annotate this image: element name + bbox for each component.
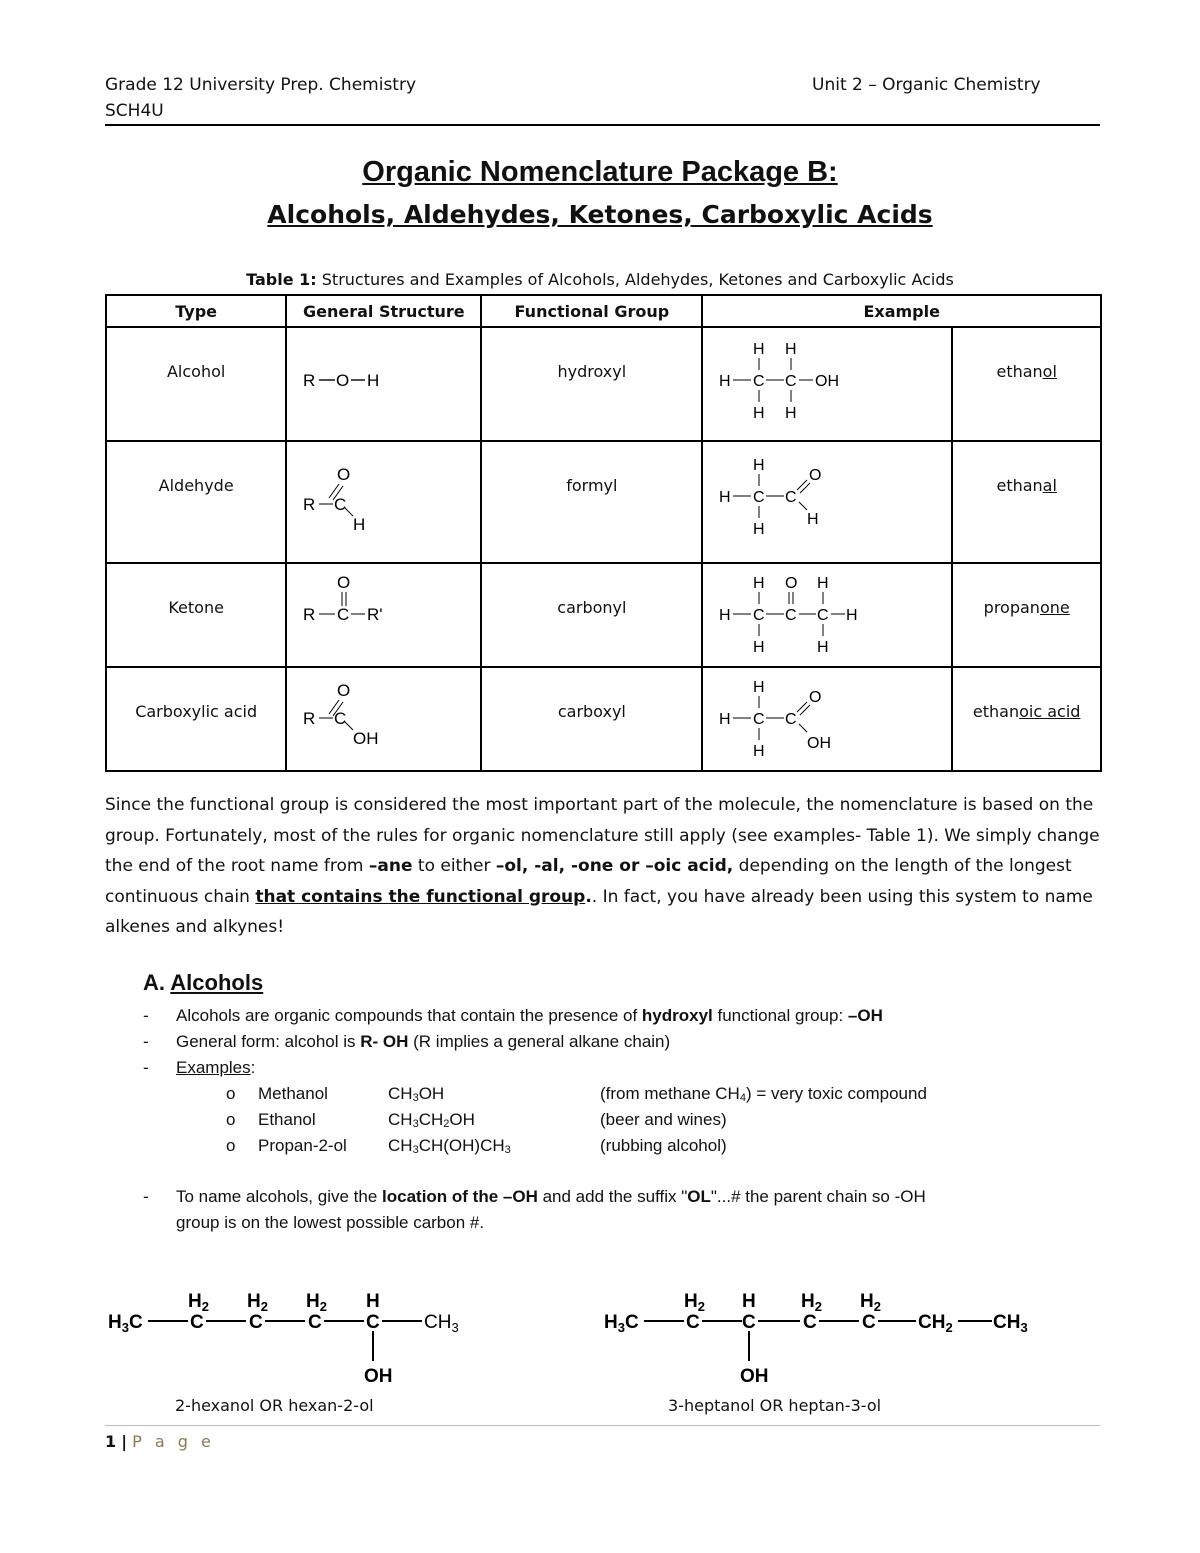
example-note: (from methane $CH_4$) = very toxic compound [600,1084,927,1104]
svg-text:H: H [846,607,858,624]
svg-text:R: R [303,605,316,624]
svg-text:H3C: $H_3C$ [108,1312,143,1335]
svg-text:H: H [817,575,829,592]
svg-text:H2: $H_2$ [247,1291,268,1314]
example-bullet: o [226,1084,236,1103]
svg-text:H: H [719,489,731,506]
svg-text:C: C [753,711,765,728]
svg-text:C: C [785,607,797,624]
svg-text:H: H [753,457,765,474]
example-formula: $CH_3CH_2OH$ [388,1110,475,1130]
svg-text:H: H [753,743,765,760]
svg-text:C: C [785,373,797,390]
table-row [106,441,1101,563]
header-rule [105,124,1100,126]
course-title: Grade 12 University Prep. Chemistry [105,75,417,95]
svg-text:H: H [366,1291,380,1312]
col-functional-group: Functional Group [481,295,702,327]
svg-text:O: O [337,465,351,484]
svg-text:H: H [807,511,819,528]
col-example: Example [702,295,1101,327]
page-word: P a g e [132,1432,215,1451]
heptanol-name: 3-heptanol OR heptan-3-ol [668,1396,882,1415]
course-code: SCH4U [105,101,164,121]
svg-text:O: O [337,573,351,592]
svg-text:C: C [785,711,797,728]
svg-text:R: R [303,371,316,390]
table-row [106,563,1101,667]
svg-text:H: H [753,679,765,696]
svg-text:H3C: $H_3C$ [604,1312,639,1335]
svg-text:C: C [249,1312,263,1333]
svg-text:C: C [742,1312,756,1333]
svg-text:C: C [862,1312,876,1333]
hexanol-name: 2-hexanol OR hexan-2-ol [175,1396,374,1415]
svg-text:O: O [809,467,822,484]
svg-text:H: H [719,373,731,390]
example-name-ethanal: ethanal [952,441,1101,563]
svg-text:O: O [337,681,351,700]
col-general-structure: General Structure [286,295,481,327]
svg-text:OH: OH [740,1366,769,1387]
example-note: (beer and wines) [600,1110,727,1129]
section-a-heading: A. Alcohols [143,970,264,995]
svg-text:C: C [334,495,347,514]
row-group: carbonyl [481,563,702,667]
svg-text:H2: $H_2$ [188,1291,209,1314]
svg-text:H: H [753,639,765,656]
svg-text:O: O [809,689,822,706]
row-type: Aldehyde [106,441,286,563]
example-structure-ethanol [702,327,952,441]
table-row [106,667,1101,771]
svg-text:H: H [742,1291,756,1312]
example-bullet: o [226,1110,236,1129]
svg-text:H2: $H_2$ [684,1291,705,1314]
svg-text:H: H [353,515,366,534]
page-title: Organic Nomenclature Package B: [362,156,838,188]
svg-text:CH2: $CH_2$ [918,1312,953,1335]
svg-text:C: C [803,1312,817,1333]
col-type: Type [106,295,286,327]
svg-text:H: H [719,607,731,624]
svg-text:R': R' [367,605,383,624]
row-type: Ketone [106,563,286,667]
svg-text:H2: $H_2$ [860,1291,881,1314]
example-name-ethanol: ethanol [952,327,1101,441]
page-subtitle: Alcohols, Aldehydes, Ketones, Carboxylic Acids [267,200,933,229]
svg-text:C: C [334,709,347,728]
row-group: carboxyl [481,667,702,771]
row-group: formyl [481,441,702,563]
example-name-ethanoic-acid: ethanoic acid [952,667,1101,771]
example-name: Ethanol [258,1110,316,1129]
svg-text:C: C [686,1312,700,1333]
svg-text:C: C [753,607,765,624]
svg-text:C: C [308,1312,322,1333]
example-structure-propanone [702,563,952,667]
svg-text:H: H [367,371,380,390]
example-name-propanone: propanone [952,563,1101,667]
svg-text:H: H [753,341,765,358]
table-caption: Table 1: Structures and Examples of Alcohols, Aldehydes, Ketones and Carboxylic Acids [246,270,954,289]
intro-paragraph: Since the functional group is considered the most important part of the molecule, the nomenclature is based on the group. Fortunately, most of the rules for organic nomenclature still apply (see examples- Table 1). We simply change the end of the root name from –ane to either –ol, -al, -one or –oic acid, depending on the length of the longest continuous chain that contains the functional group.. In fact, you have already been using this system to name alkenes and alkynes! [105,795,1100,937]
general-structure-alcohol [286,327,481,441]
svg-text:H: H [719,711,731,728]
footer-rule [105,1425,1100,1426]
page-number: 1 [105,1432,117,1451]
example-structure-ethanoic-acid [702,667,952,771]
example-formula: $CH_3CH(OH)CH_3$ [388,1136,511,1156]
svg-text:H: H [753,521,765,538]
row-group: hydroxyl [481,327,702,441]
svg-text:OH: OH [807,735,832,752]
svg-text:OH: OH [815,373,840,390]
svg-text:CH3: $CH_3$ [424,1312,459,1335]
svg-text:C: C [190,1312,204,1333]
heptanol-structure [596,1285,1046,1395]
example-structure-ethanal [702,441,952,563]
example-formula: $CH_3OH$ [388,1084,445,1104]
svg-text:C: C [337,605,350,624]
example-bullet: o [226,1136,236,1155]
example-note: (rubbing alcohol) [600,1136,727,1155]
svg-text:H: H [753,405,765,422]
row-type: Carboxylic acid [106,667,286,771]
row-type: Alcohol [106,327,286,441]
general-structure-aldehyde [286,441,481,563]
general-structure-carboxylic-acid [286,667,481,771]
svg-text:C: C [785,489,797,506]
svg-text:C: C [817,607,829,624]
svg-text:C: C [753,489,765,506]
example-name: Methanol [258,1084,328,1103]
unit-title: Unit 2 – Organic Chemistry [812,75,1041,95]
svg-text:H2: $H_2$ [801,1291,822,1314]
hexanol-structure [100,1285,480,1395]
example-name: Propan-2-ol [258,1136,347,1155]
svg-text:C: C [366,1312,380,1333]
svg-text:H2: $H_2$ [306,1291,327,1314]
svg-text:H: H [785,405,797,422]
svg-text:CH3: $CH_3$ [993,1312,1028,1335]
svg-text:O: O [336,371,350,390]
svg-text:C: C [753,373,765,390]
structures-table [105,294,1102,772]
page-footer: 1 | P a g e [105,1432,215,1451]
svg-text:H: H [785,341,797,358]
svg-text:H: H [753,575,765,592]
svg-text:OH: OH [353,729,379,748]
svg-text:R: R [303,709,316,728]
svg-text:H: H [817,639,829,656]
svg-text:O: O [785,575,798,592]
table-row [106,327,1101,441]
general-structure-ketone [286,563,481,667]
svg-text:R: R [303,495,316,514]
svg-text:OH: OH [364,1366,393,1387]
